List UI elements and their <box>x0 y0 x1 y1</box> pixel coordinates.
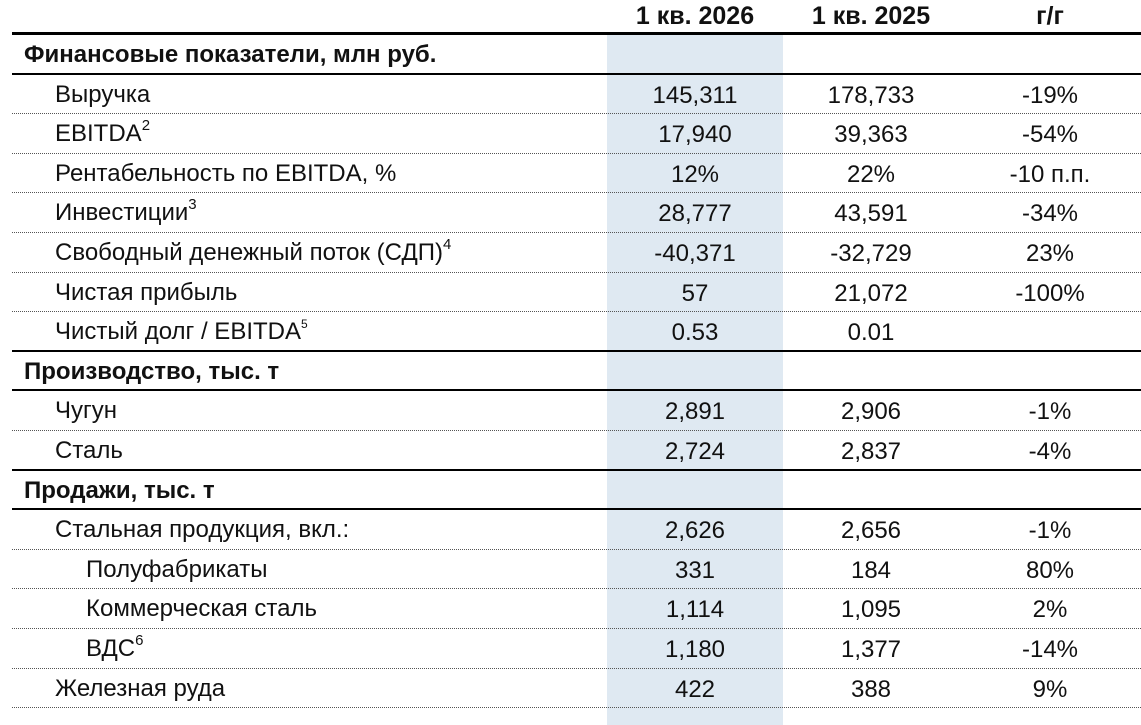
section-header-financial <box>0 35 1141 75</box>
value-previous: 178,733 <box>827 81 915 109</box>
value-previous: 39,363 <box>834 121 908 149</box>
table-row <box>0 550 1141 590</box>
value-previous: 0.01 <box>847 319 895 347</box>
value-current: 0.53 <box>671 319 719 347</box>
value-previous: 388 <box>850 675 892 703</box>
value-previous: 2,656 <box>840 517 902 545</box>
table-row <box>0 431 1141 471</box>
table-row <box>0 75 1141 115</box>
row-label: Стальная продукция, вкл.: <box>55 516 350 544</box>
table-row <box>0 669 1141 709</box>
value-change: -34% <box>1021 200 1079 228</box>
value-change: 80% <box>1025 556 1075 584</box>
value-previous: 22% <box>846 160 896 188</box>
table-row <box>0 312 1141 352</box>
value-current: 1,180 <box>664 635 726 663</box>
value-current: 1,114 <box>665 596 725 624</box>
table-row <box>0 391 1141 431</box>
value-change: 2% <box>1032 596 1068 624</box>
footnote-marker: 5 <box>301 317 308 332</box>
value-change: -54% <box>1021 121 1079 149</box>
section-header-sales <box>0 471 1141 511</box>
value-current: 2,626 <box>664 517 726 545</box>
table-row <box>0 233 1141 273</box>
value-change: 23% <box>1025 239 1075 267</box>
table-row <box>0 114 1141 154</box>
value-current: 28,777 <box>658 200 732 228</box>
value-change: -10 п.п. <box>1009 160 1091 188</box>
row-label: Выручка <box>55 80 151 108</box>
row-label: Чистая прибыль <box>55 278 238 306</box>
value-change: -1% <box>1028 398 1072 426</box>
value-previous: 2,837 <box>840 437 902 465</box>
column-header-change: г/г <box>1036 2 1064 30</box>
row-label: Сталь <box>55 436 123 464</box>
section-title: Производство, тыс. т <box>24 357 280 385</box>
row-label: EBITDA$^2$ <box>55 117 151 148</box>
value-previous: -32,729 <box>830 239 912 267</box>
section-header-production <box>0 352 1141 392</box>
value-previous: 2,906 <box>840 398 902 426</box>
table-row <box>0 629 1141 669</box>
table-row <box>0 589 1141 629</box>
value-current: 2,891 <box>664 398 726 426</box>
value-change: -100% <box>1015 279 1085 307</box>
row-label: Полуфабрикаты <box>86 555 268 583</box>
row-label: Коммерческая сталь <box>86 595 317 623</box>
value-current: 145,311 <box>652 81 738 109</box>
table-row <box>0 193 1141 233</box>
value-change: -19% <box>1021 81 1079 109</box>
section-title: Финансовые показатели, млн руб. <box>24 41 437 68</box>
row-label: Чистый долг / EBITDA$^5$ <box>55 317 308 346</box>
table-header <box>0 0 1141 33</box>
value-previous: 1,095 <box>840 596 902 624</box>
value-previous: 1,377 <box>840 635 902 663</box>
row-label: Инвестиции$^3$ <box>55 196 197 227</box>
row-label: Чугун <box>55 397 118 425</box>
row-label: Рентабельность по EBITDA, % <box>55 159 397 187</box>
value-previous: 43,591 <box>834 200 908 228</box>
value-previous: 184 <box>850 556 892 584</box>
value-current: 422 <box>674 675 716 703</box>
value-current: 17,940 <box>658 121 732 149</box>
table-row <box>0 273 1141 313</box>
value-change <box>959 312 1141 352</box>
table-row <box>0 510 1141 550</box>
footnote-marker: 3 <box>188 196 197 214</box>
row-label: Железная руда <box>55 674 226 702</box>
column-header-current: 1 кв. 2026 <box>635 2 755 30</box>
section-title: Продажи, тыс. т <box>24 476 215 504</box>
value-current: 57 <box>681 279 709 307</box>
table-body <box>0 35 1141 708</box>
row-label: ВДС$^6$ <box>86 631 144 662</box>
row-label: Свободный денежный поток (СДП)$^4$ <box>55 235 452 266</box>
footnote-marker: 4 <box>442 235 452 253</box>
footnote-marker: 6 <box>135 631 144 649</box>
value-current: -40,371 <box>654 239 736 267</box>
footnote-marker: 2 <box>141 117 151 135</box>
value-change: -4% <box>1028 437 1072 465</box>
value-current: 331 <box>674 556 716 584</box>
value-current: 2,724 <box>664 437 726 465</box>
value-change: -14% <box>1021 635 1079 663</box>
table-row <box>0 154 1141 194</box>
value-previous: 21,072 <box>834 279 908 307</box>
value-current: 12% <box>670 160 720 188</box>
value-change: 9% <box>1032 675 1068 703</box>
value-change: -1% <box>1028 517 1072 545</box>
column-header-previous: 1 кв. 2025 <box>811 2 931 30</box>
